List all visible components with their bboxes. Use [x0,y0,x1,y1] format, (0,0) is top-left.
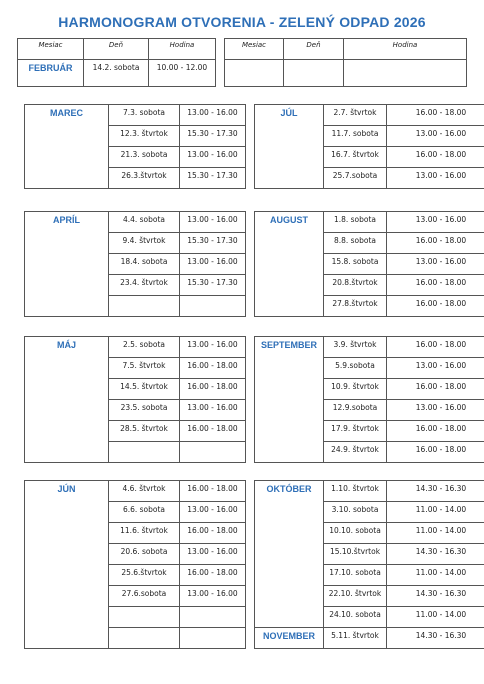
page-title: HARMONOGRAM OTVORENIA - ZELENÝ ODPAD 2026 [58,14,426,30]
time-cell: 13.00 - 16.00 [180,586,246,607]
time-cell: 16.00 - 18.00 [387,147,484,168]
time-cell: 16.00 - 18.00 [180,565,246,586]
time-cell: 13.00 - 16.00 [180,337,246,358]
date-cell: 2.5. sobota [109,337,180,358]
time-cell: 13.00 - 16.00 [387,168,484,189]
date-cell: 26.3.štvrtok [109,168,180,189]
time-cell: 13.00 - 16.00 [387,126,484,147]
date-cell: 12.9.sobota [324,400,387,421]
time-cell: 13.00 - 16.00 [180,544,246,565]
time-cell: 15.30 - 17.30 [180,233,246,254]
date-cell: 10.10. sobota [324,523,387,544]
date-cell: 25.6.štvrtok [109,565,180,586]
empty-cell [109,607,180,628]
month-block-table [24,480,484,649]
month-label: OKTÓBER [255,481,324,628]
date-cell: 27.6.sobota [109,586,180,607]
date-cell: 15.10.štvrtok [324,544,387,565]
date-cell: 28.5. štvrtok [109,421,180,442]
header-month-right: Mesiac [225,39,284,60]
empty-cell [180,607,246,628]
date-cell: 9.4. štvrtok [109,233,180,254]
time-cell: 16.00 - 18.00 [387,233,484,254]
header-hour-right: Hodina [344,39,467,60]
empty-cell [180,296,246,317]
date-cell: 6.6. sobota [109,502,180,523]
time-cell: 16.00 - 18.00 [180,421,246,442]
time-cell: 13.00 - 16.00 [180,105,246,126]
date-cell: 14.5. štvrtok [109,379,180,400]
date-cell: 17.9. štvrtok [324,421,387,442]
time-cell: 11.00 - 14.00 [387,523,484,544]
date-cell: 3.10. sobota [324,502,387,523]
date-cell: 15.8. sobota [324,254,387,275]
date-cell: 24.9. štvrtok [324,442,387,463]
header-hour: Hodina [149,39,216,60]
month-label: JÚL [255,105,324,189]
empty-cell [109,628,180,649]
time-cell: 16.00 - 18.00 [180,481,246,502]
date-cell: 23.5. sobota [109,400,180,421]
date-cell: 11.6. štvrtok [109,523,180,544]
month-label-february: FEBRUÁR [18,60,84,87]
time-cell: 14.30 - 16.30 [387,628,484,649]
time-cell: 16.00 - 18.00 [387,337,484,358]
time-cell: 10.00 - 12.00 [149,60,216,87]
header-table [17,38,467,87]
date-cell: 5.9.sobota [324,358,387,379]
date-cell: 16.7. štvrtok [324,147,387,168]
empty-cell [109,296,180,317]
time-cell: 13.00 - 16.00 [387,254,484,275]
header-month: Mesiac [18,39,84,60]
date-cell: 11.7. sobota [324,126,387,147]
time-cell: 13.00 - 16.00 [180,400,246,421]
month-label: MÁJ [25,337,109,463]
time-cell: 16.00 - 18.00 [387,421,484,442]
month-label: AUGUST [255,212,324,317]
date-cell: 20.8.štvrtok [324,275,387,296]
date-cell: 27.8.štvrtok [324,296,387,317]
empty-cell [109,442,180,463]
month-label: JÚN [25,481,109,649]
date-cell: 24.10. sobota [324,607,387,628]
month-block-table [24,336,484,463]
time-cell: 13.00 - 16.00 [180,212,246,233]
date-cell: 20.6. sobota [109,544,180,565]
time-cell: 16.00 - 18.00 [387,296,484,317]
time-cell: 14.30 - 16.30 [387,481,484,502]
month-label: APRÍL [25,212,109,317]
month-block-table [24,104,484,189]
header-day-right: Deň [284,39,344,60]
time-cell: 13.00 - 16.00 [387,358,484,379]
date-cell: 4.6. štvrtok [109,481,180,502]
time-cell: 16.00 - 18.00 [180,379,246,400]
date-cell: 22.10. štvrtok [324,586,387,607]
time-cell: 16.00 - 18.00 [387,379,484,400]
month-label: NOVEMBER [255,628,324,649]
time-cell: 16.00 - 18.00 [387,275,484,296]
time-cell: 16.00 - 18.00 [387,442,484,463]
date-cell: 14.2. sobota [84,60,149,87]
date-cell: 7.5. štvrtok [109,358,180,379]
date-cell: 12.3. štvrtok [109,126,180,147]
header-day: Deň [84,39,149,60]
time-cell: 14.30 - 16.30 [387,544,484,565]
date-cell: 1.8. sobota [324,212,387,233]
time-cell: 16.00 - 18.00 [180,523,246,544]
date-cell: 25.7.sobota [324,168,387,189]
date-cell: 8.8. sobota [324,233,387,254]
date-cell: 5.11. štvrtok [324,628,387,649]
time-cell: 15.30 - 17.30 [180,275,246,296]
time-cell: 16.00 - 18.00 [180,358,246,379]
date-cell: 21.3. sobota [109,147,180,168]
time-cell: 11.00 - 14.00 [387,565,484,586]
time-cell: 11.00 - 14.00 [387,502,484,523]
time-cell: 15.30 - 17.30 [180,168,246,189]
time-cell: 13.00 - 16.00 [180,502,246,523]
time-cell: 11.00 - 14.00 [387,607,484,628]
date-cell: 4.4. sobota [109,212,180,233]
empty-cell [180,628,246,649]
empty-cell [180,442,246,463]
date-cell: 18.4. sobota [109,254,180,275]
date-cell: 23.4. štvrtok [109,275,180,296]
time-cell: 13.00 - 16.00 [180,254,246,275]
time-cell: 14.30 - 16.30 [387,586,484,607]
date-cell: 17.10. sobota [324,565,387,586]
time-cell: 16.00 - 18.00 [387,105,484,126]
date-cell: 1.10. štvrtok [324,481,387,502]
time-cell: 13.00 - 16.00 [387,212,484,233]
month-label: SEPTEMBER [255,337,324,463]
month-block-table [24,211,484,317]
date-cell: 3.9. štvrtok [324,337,387,358]
date-cell: 10.9. štvrtok [324,379,387,400]
time-cell: 13.00 - 16.00 [387,400,484,421]
month-label: MAREC [25,105,109,189]
time-cell: 13.00 - 16.00 [180,147,246,168]
date-cell: 2.7. štvrtok [324,105,387,126]
date-cell: 7.3. sobota [109,105,180,126]
time-cell: 15.30 - 17.30 [180,126,246,147]
